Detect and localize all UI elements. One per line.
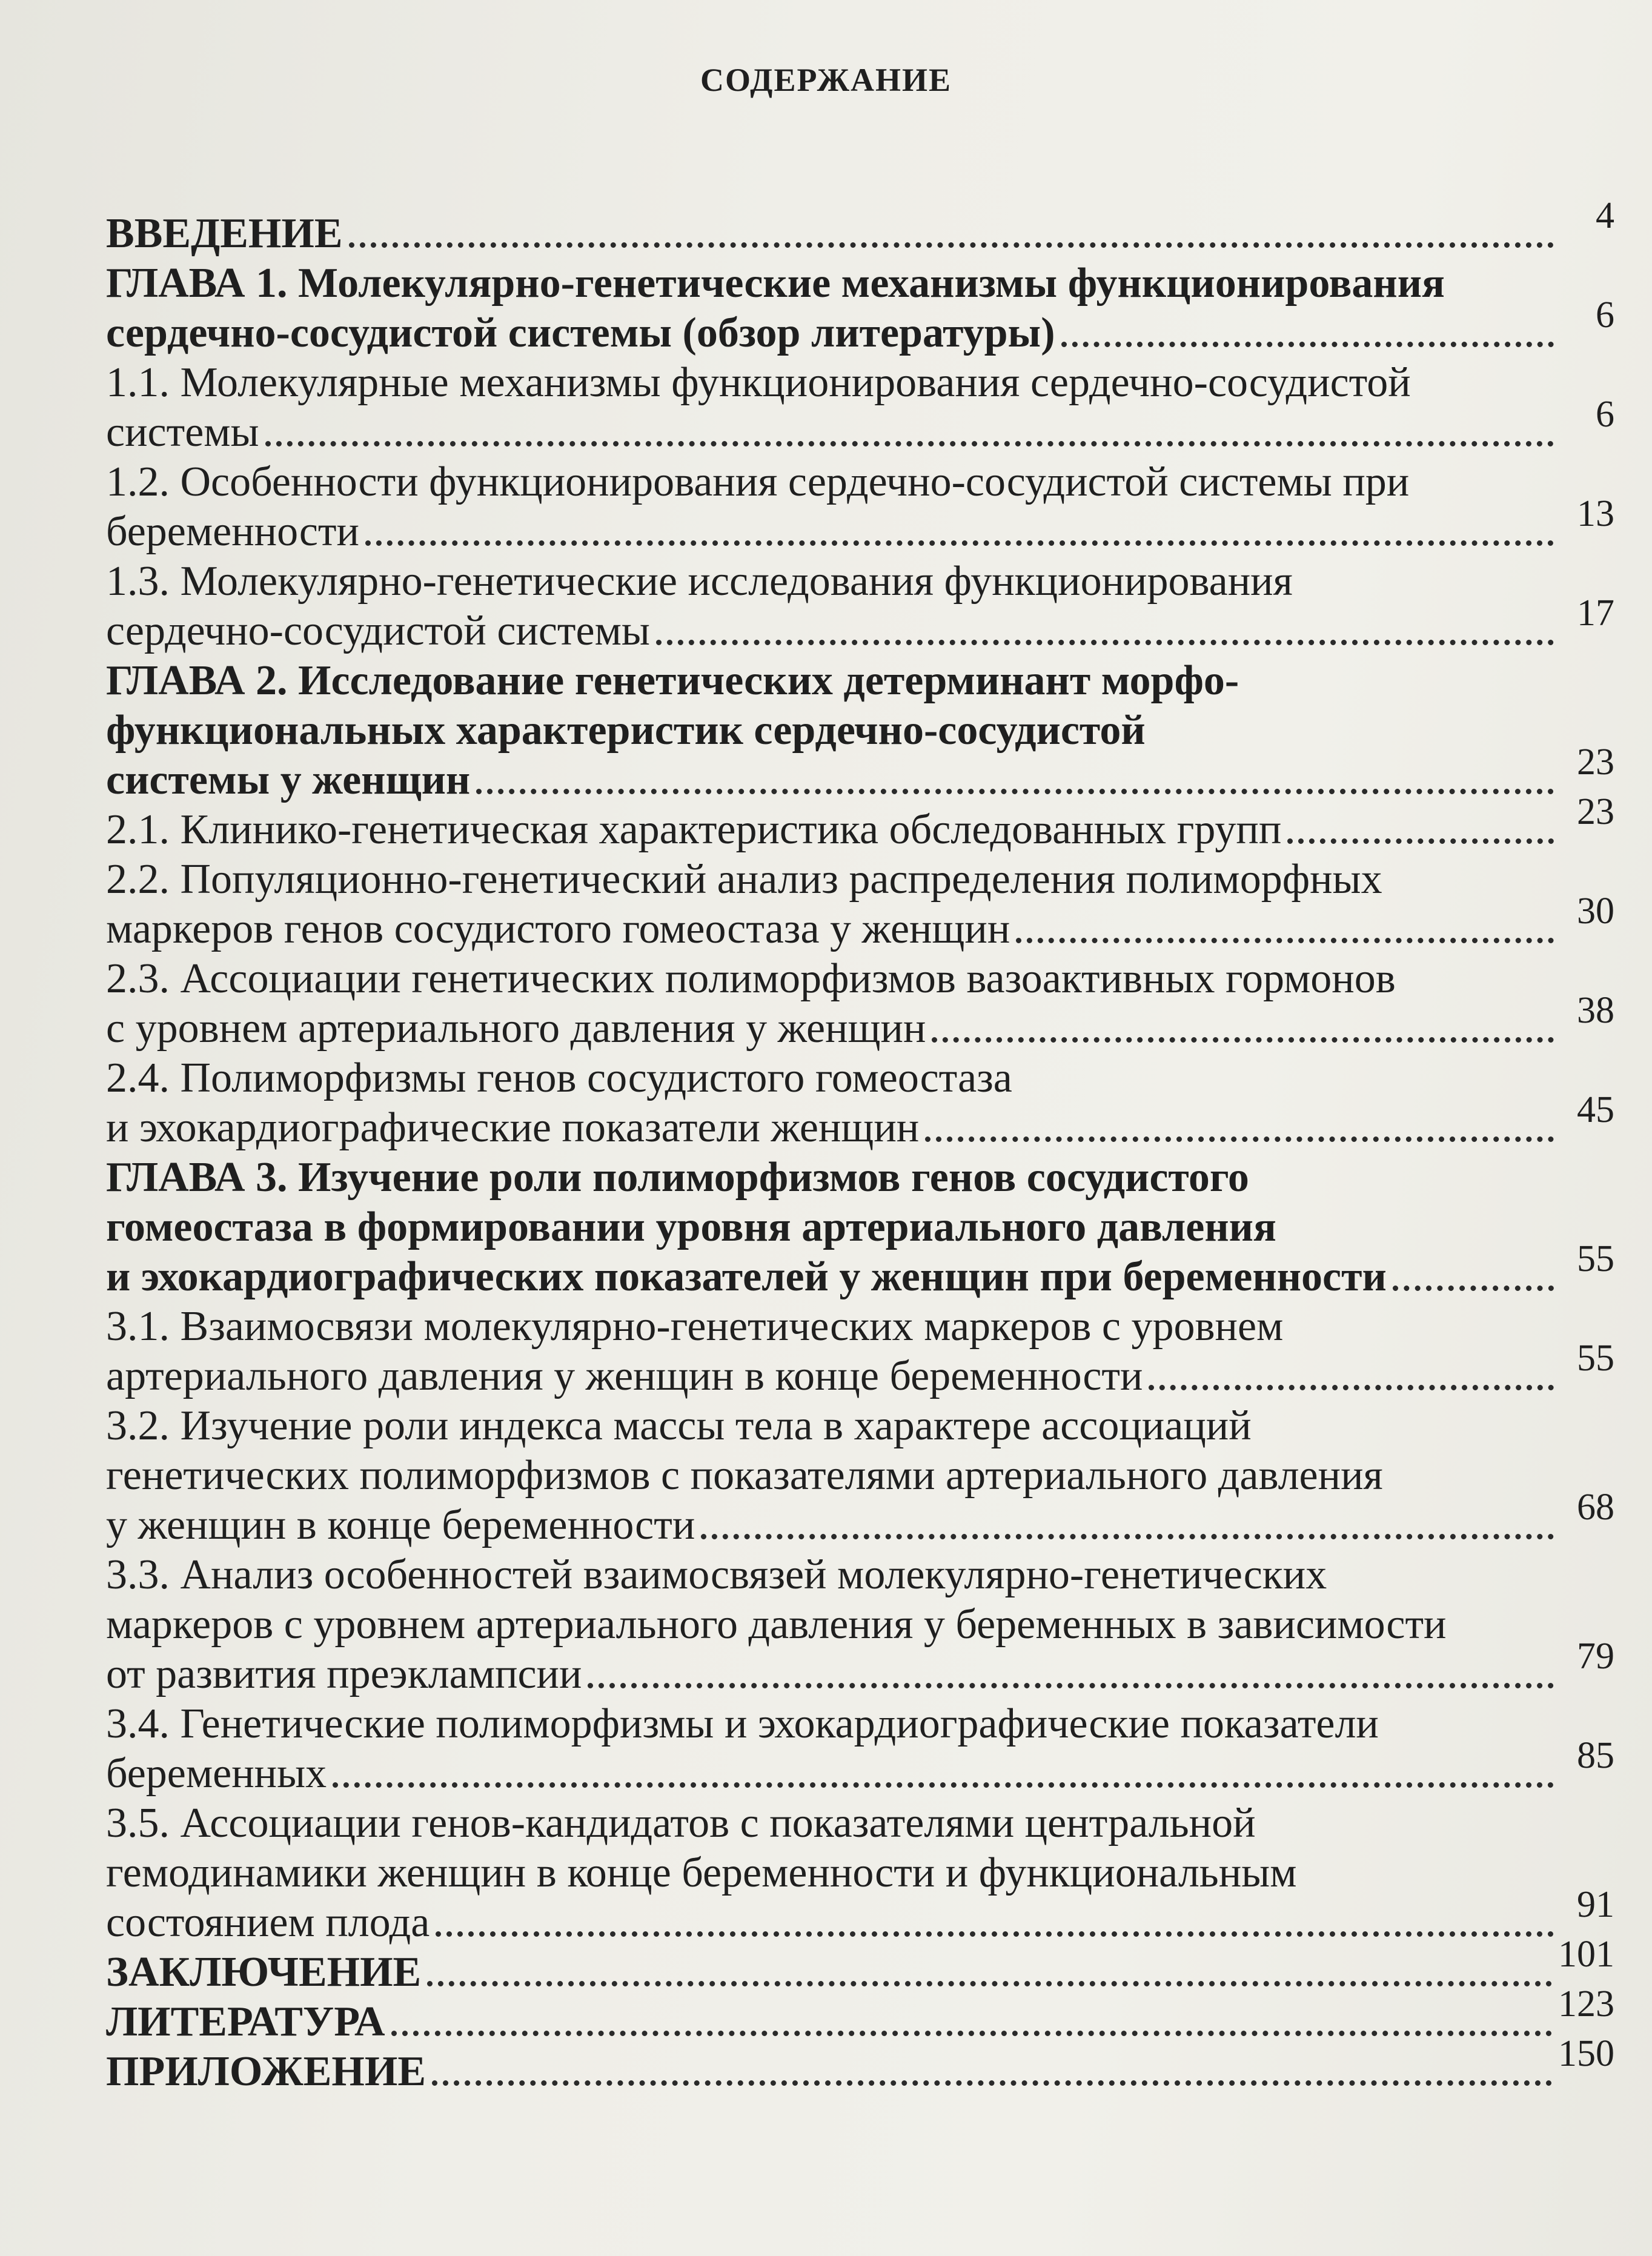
- toc-entry-line: 2.4. Полиморфизмы генов сосудистого гомеостаза: [106, 1055, 1012, 1101]
- dot-leader: [391, 2031, 1552, 2036]
- toc-entry-line: и эхокардиографические показатели женщин: [106, 1104, 920, 1151]
- toc-entry: [106, 656, 1614, 805]
- toc-entry-line: сердечно-сосудистой системы (обзор литературы): [106, 310, 1055, 356]
- dot-leader: [1061, 342, 1554, 347]
- toc-entry-last-line: [106, 1636, 1614, 1699]
- toc-entry: [106, 557, 1614, 656]
- dot-leader: [1149, 1385, 1554, 1390]
- toc-entry: [106, 954, 1614, 1053]
- toc-entry-last-line: [106, 1338, 1614, 1401]
- toc-entry-last-line: [106, 1735, 1614, 1799]
- toc-entry-line: 3.4. Генетические полиморфизмы и эхокардиографические показатели: [106, 1700, 1379, 1747]
- toc-entry-line: 3.2. Изучение роли индекса массы тела в характере ассоциаций: [106, 1402, 1252, 1449]
- toc-entry-line: ЛИТЕРАТУРА: [106, 1999, 385, 2045]
- toc-entry-line: 2.2. Популяционно-генетический анализ распределения полиморфных: [106, 856, 1382, 903]
- toc-entry-line: беременности: [106, 508, 359, 555]
- toc-entry-last-line: [106, 294, 1614, 358]
- table-of-contents: [106, 195, 1614, 2097]
- dot-leader: [349, 242, 1554, 248]
- toc-entry: [106, 1153, 1614, 1302]
- toc-entry-last-line: [106, 741, 1614, 805]
- toc-entry-last-line: [106, 1487, 1614, 1550]
- toc-entry-line: 2.1. Клинико-генетическая характеристика обследованных групп: [106, 806, 1282, 853]
- toc-entry-line: 1.1. Молекулярные механизмы функционирования сердечно-сосудистой: [106, 359, 1411, 406]
- dot-leader: [427, 1981, 1552, 1986]
- toc-entry-line: ПРИЛОЖЕНИЕ: [106, 2048, 426, 2095]
- toc-entry-last-line: [106, 1983, 1614, 2047]
- toc-page-number: 123: [1558, 1983, 1614, 2025]
- toc-entry-last-line: [106, 990, 1614, 1053]
- toc-entry: [106, 1983, 1614, 2047]
- toc-entry-line: ГЛАВА 2. Исследование генетических детерминант морфо-: [106, 657, 1239, 704]
- toc-entry-line: 3.1. Взаимосвязи молекулярно-генетических маркеров с уровнем: [106, 1303, 1284, 1350]
- toc-page-number: 45: [1577, 1089, 1614, 1130]
- toc-entry-last-line: [106, 1238, 1614, 1302]
- toc-entry: [106, 1934, 1614, 1997]
- toc-entry-line: 3.3. Анализ особенностей взаимосвязей молекулярно-генетических: [106, 1551, 1327, 1598]
- toc-entry-last-line: [106, 592, 1614, 656]
- toc-page-number: 79: [1577, 1636, 1614, 1677]
- toc-entry: [106, 855, 1614, 954]
- toc-entry-line: у женщин в конце беременности: [106, 1502, 695, 1548]
- toc-entry-line: генетических полиморфизмов с показателями артериального давления: [106, 1452, 1383, 1499]
- toc-page-number: 91: [1577, 1884, 1614, 1925]
- toc-entry: [106, 1799, 1614, 1948]
- toc-page-number: 30: [1577, 891, 1614, 932]
- toc-entry-line: сердечно-сосудистой системы: [106, 608, 650, 654]
- toc-entry: [106, 1302, 1614, 1401]
- toc-entry-line: артериального давления у женщин в конце беременности: [106, 1353, 1143, 1399]
- dot-leader: [656, 640, 1554, 645]
- toc-entry-line: маркеров с уровнем артериального давления у беременных в зависимости: [106, 1601, 1447, 1648]
- toc-page-number: 150: [1558, 2033, 1614, 2074]
- toc-page-number: 13: [1577, 493, 1614, 534]
- toc-entry-line: маркеров генов сосудистого гомеостаза у женщин: [106, 906, 1010, 952]
- toc-entry-last-line: [106, 891, 1614, 954]
- toc-entry-line: 1.2. Особенности функционирования сердечно-сосудистой системы при: [106, 459, 1410, 505]
- toc-page-number: 55: [1577, 1338, 1614, 1379]
- toc-entry: [106, 2033, 1614, 2097]
- toc-entry-last-line: [106, 1884, 1614, 1948]
- toc-entry-last-line: [106, 1934, 1614, 1997]
- toc-entry-line: гомеостаза в формировании уровня артериального давления: [106, 1204, 1276, 1250]
- toc-entry-line: 1.3. Молекулярно-генетические исследования функционирования: [106, 558, 1293, 605]
- toc-entry-line: и эхокардиографических показателей у женщин при беременности: [106, 1253, 1387, 1300]
- toc-page-number: 23: [1577, 741, 1614, 783]
- toc-entry-line: 2.3. Ассоциации генетических полиморфизмов вазоактивных гормонов: [106, 955, 1396, 1002]
- dot-leader: [365, 540, 1554, 546]
- toc-entry: [106, 195, 1614, 259]
- toc-page-number: 6: [1596, 294, 1614, 336]
- toc-entry: [106, 1053, 1614, 1153]
- toc-entry: [106, 259, 1614, 358]
- toc-entry-line: системы: [106, 409, 259, 456]
- dot-leader: [432, 2080, 1552, 2086]
- toc-entry-last-line: [106, 493, 1614, 557]
- toc-entry-last-line: [106, 2033, 1614, 2097]
- toc-entry-line: ГЛАВА 3. Изучение роли полиморфизмов генов сосудистого: [106, 1154, 1249, 1201]
- toc-entry: [106, 1550, 1614, 1699]
- toc-page-number: 23: [1577, 791, 1614, 832]
- dot-leader: [701, 1534, 1554, 1539]
- toc-page-number: 38: [1577, 990, 1614, 1031]
- toc-entry-line: 3.5. Ассоциации генов-кандидатов с показателями центральной: [106, 1800, 1256, 1846]
- dot-leader: [333, 1782, 1554, 1788]
- toc-entry-line: беременных: [106, 1750, 327, 1797]
- toc-entry-line: состоянием плода: [106, 1899, 430, 1946]
- toc-entry-last-line: [106, 791, 1614, 855]
- toc-entry: [106, 1401, 1614, 1550]
- toc-entry-last-line: [106, 394, 1614, 457]
- toc-entry-line: с уровнем артериального давления у женщин: [106, 1005, 926, 1052]
- toc-page-number: 17: [1577, 592, 1614, 634]
- toc-title: СОДЕРЖАНИЕ: [700, 62, 952, 98]
- toc-page-number: 68: [1577, 1487, 1614, 1528]
- toc-entry-line: от развития преэклампсии: [106, 1651, 582, 1697]
- toc-page-number: 6: [1596, 394, 1614, 435]
- dot-leader: [476, 789, 1554, 794]
- toc-entry-last-line: [106, 1089, 1614, 1153]
- dot-leader: [1393, 1286, 1554, 1291]
- toc-page-number: 85: [1577, 1735, 1614, 1776]
- dot-leader: [436, 1931, 1554, 1937]
- toc-entry-line: ВВЕДЕНИЕ: [106, 210, 343, 257]
- toc-entry-line: ЗАКЛЮЧЕНИЕ: [106, 1949, 422, 1996]
- toc-entry-line: функциональных характеристик сердечно-сосудистой: [106, 707, 1146, 754]
- toc-entry: [106, 457, 1614, 557]
- toc-entry-line: гемодинамики женщин в конце беременности и функциональным: [106, 1850, 1297, 1896]
- toc-page-number: 4: [1596, 195, 1614, 236]
- dot-leader: [1287, 838, 1554, 844]
- dot-leader: [265, 441, 1554, 446]
- toc-entry-line: ГЛАВА 1. Молекулярно-генетические механизмы функционирования: [106, 260, 1445, 307]
- toc-entry: [106, 1699, 1614, 1799]
- dot-leader: [932, 1037, 1554, 1043]
- toc-page-number: 55: [1577, 1238, 1614, 1279]
- toc-entry: [106, 791, 1614, 855]
- dot-leader: [1016, 938, 1554, 943]
- dot-leader: [925, 1136, 1554, 1142]
- toc-entry-line: системы у женщин: [106, 757, 471, 803]
- toc-entry: [106, 358, 1614, 457]
- toc-entry-last-line: [106, 195, 1614, 259]
- toc-page-number: 101: [1558, 1934, 1614, 1975]
- dot-leader: [588, 1683, 1554, 1688]
